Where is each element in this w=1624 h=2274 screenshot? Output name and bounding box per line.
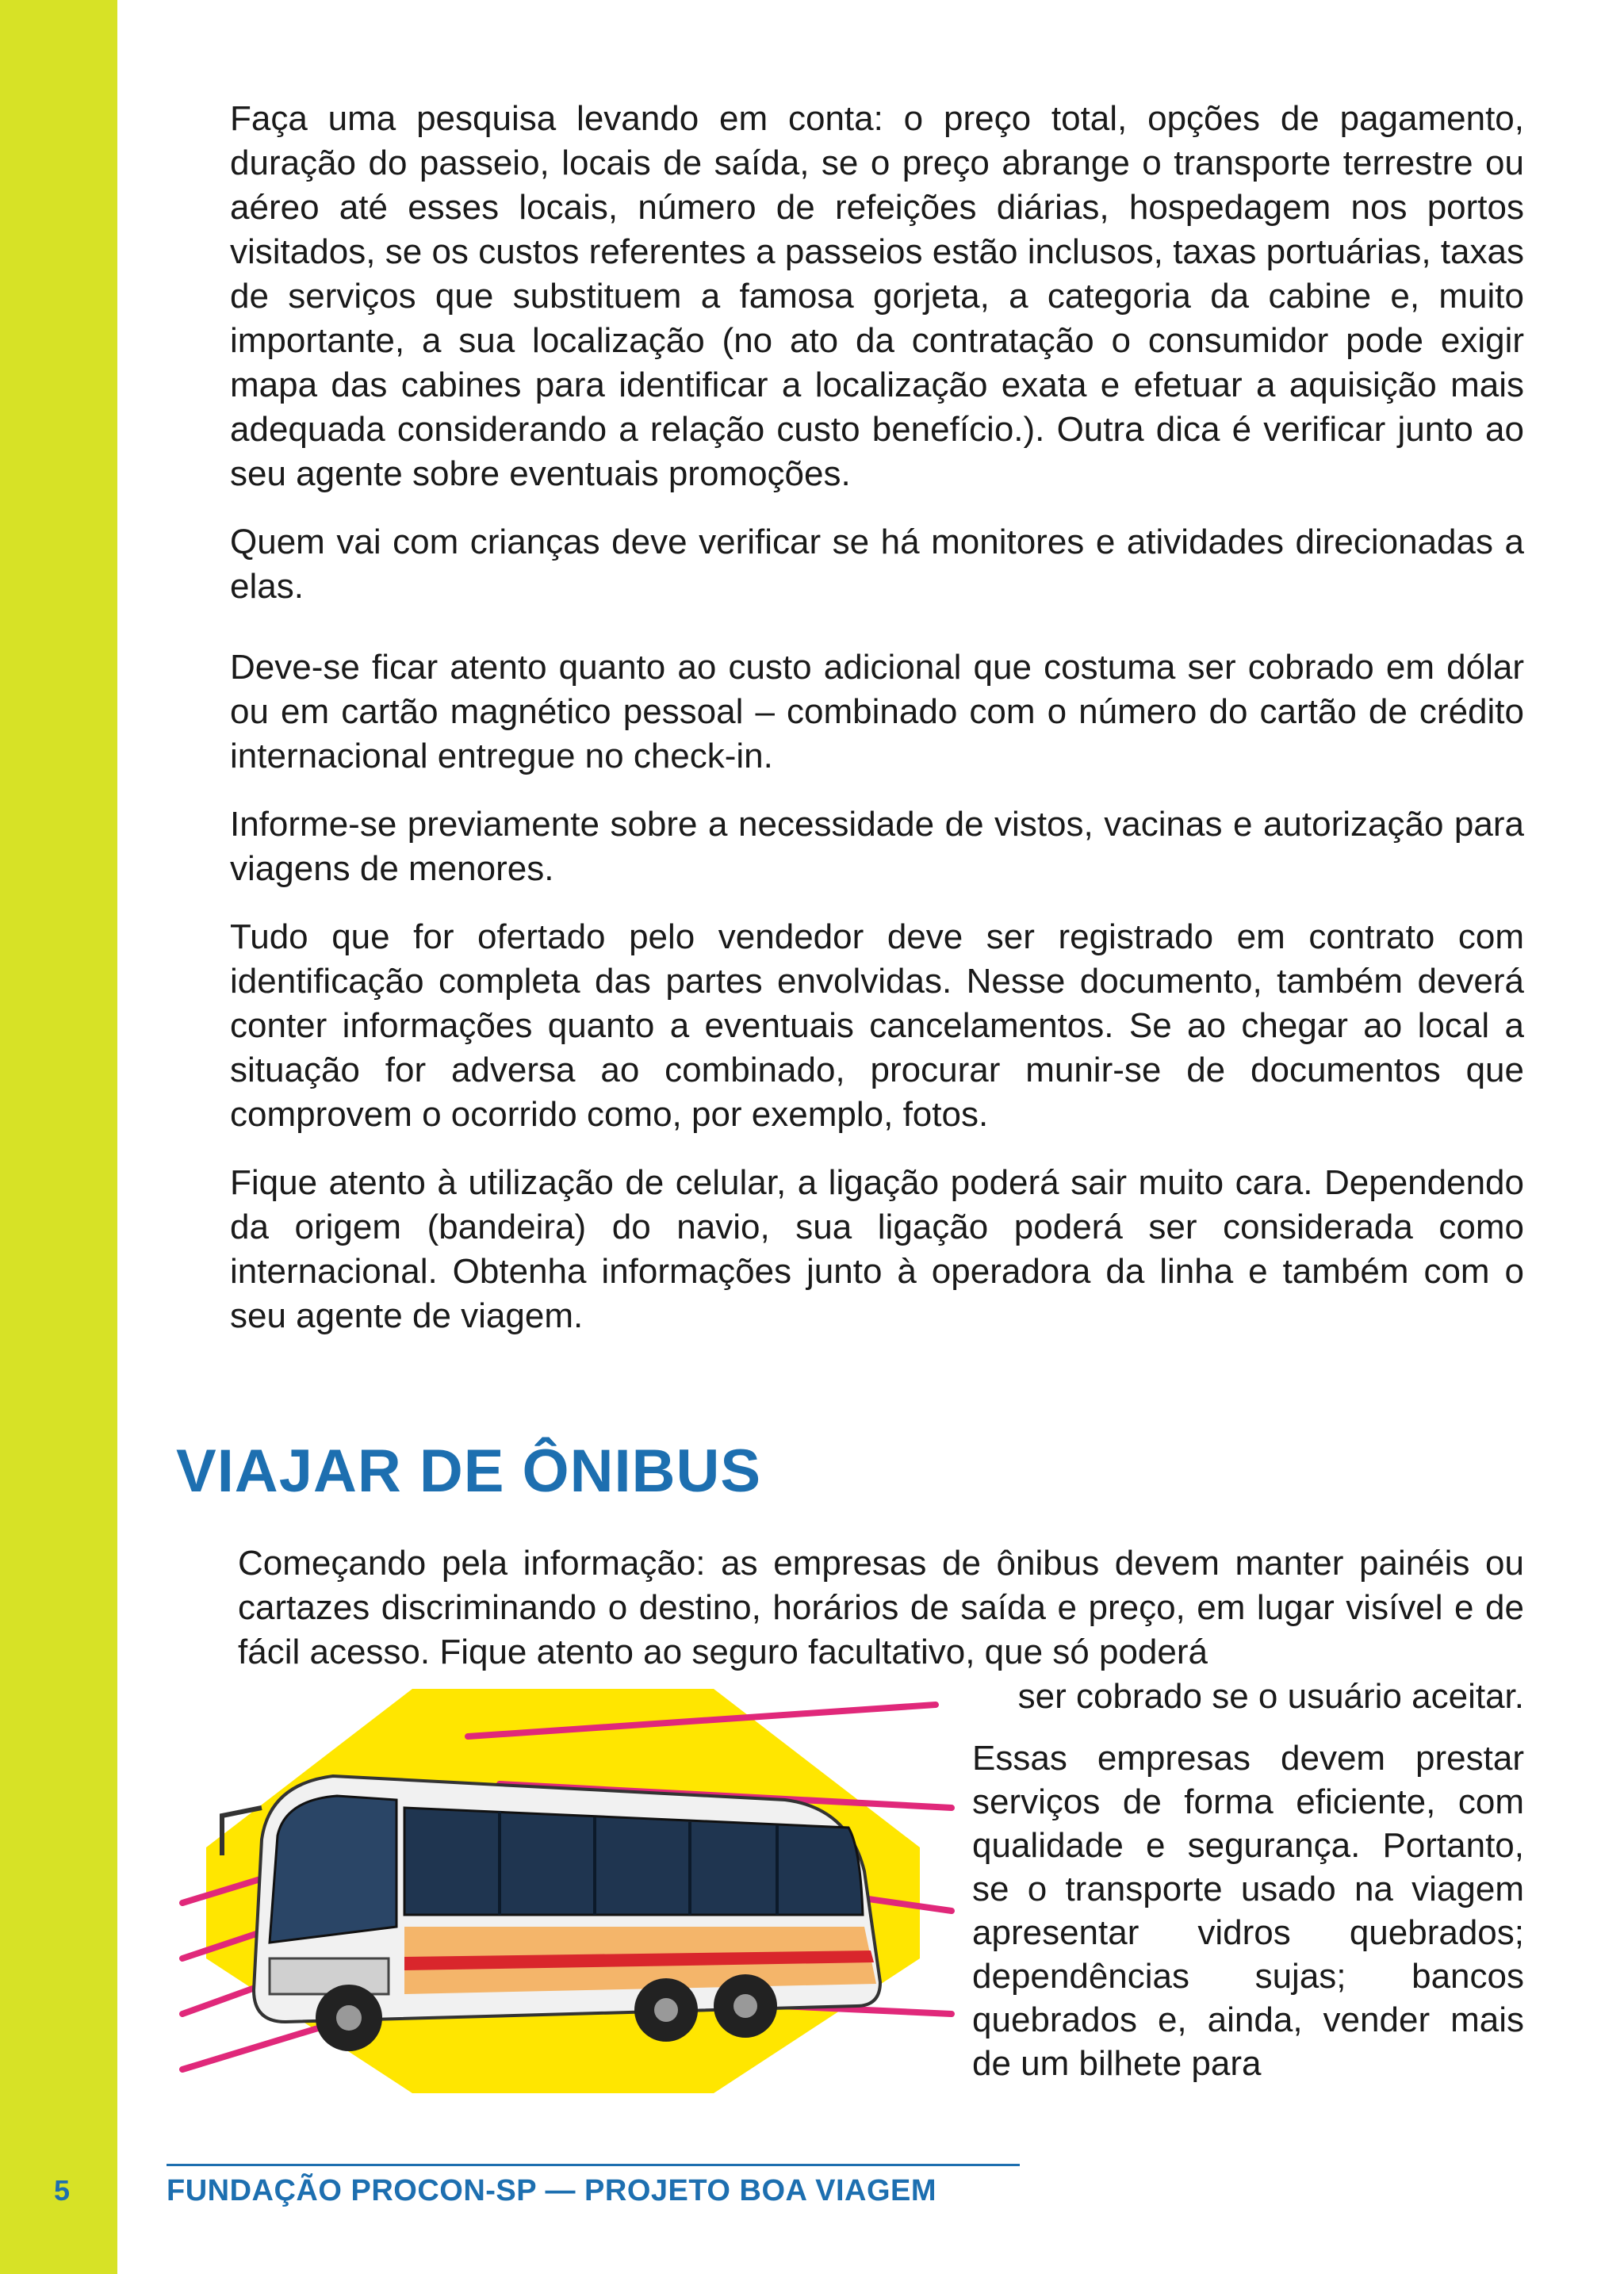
bus-illustration (167, 1689, 959, 2093)
paragraph: Quem vai com crianças deve verificar se há monitores e atividades direcionadas a elas. (230, 523, 1524, 606)
paragraph: Deve-se ficar atento quanto ao custo adicional que costuma ser cobrado em dólar ou em cartão magnético pessoal – combinado com o número do cartão de crédito internacional entregue no check-in. (230, 648, 1524, 775)
footer-title: FUNDAÇÃO PROCON-SP — PROJETO BOA VIAGEM (167, 2174, 937, 2207)
body-text (230, 97, 1524, 1362)
paragraph: Tudo que for ofertado pelo vendedor deve ser registrado em contrato com identificação completa das partes envolvidas. Nesse documento, também deverá conter informações quanto a eventuais cancelamentos. Se ao chegar ao local a situação for adversa ao combinado, procurar munir-se de documentos que comprovem o ocorrido como, por exemplo, fotos. (230, 917, 1524, 1134)
paragraph: Fique atento à utilização de celular, a ligação poderá sair muito cara. Dependendo da origem (bandeira) do navio, sua ligação poderá ser considerada como internacional. Obtenha informações junto à operadora da linha e também com o seu agente de viagem. (230, 1163, 1524, 1335)
paragraph: Informe-se previamente sobre a necessidade de vistos, vacinas e autorização para viagens de menores. (230, 805, 1524, 888)
side-color-band (0, 0, 117, 2274)
intro-text-end: ser cobrado se o usuário aceitar. (1017, 1677, 1524, 1716)
paragraph: Faça uma pesquisa levando em conta: o preço total, opções de pagamento, duração do passeio, locais de saída, se o preço abrange o transporte terrestre ou aéreo até esses locais, número de refeições diárias, hospedagem nos portos visitados, se os custos referentes a passeios estão inclusos, taxas portuárias, taxas de serviços que substituem a famosa gorjeta, a categoria da cabine e, muito importante, a sua localização (no ato da contratação o consumidor pode exigir mapa das cabines para identificar a localização exata e efetuar a aquisição mais adequada considerando a relação custo benefício.). Outra dica é verificar junto ao seu agente sobre eventuais promoções. (230, 99, 1524, 493)
page-number: 5 (54, 2174, 71, 2207)
bus-icon (167, 1689, 959, 2093)
footer-divider (167, 2164, 1020, 2166)
intro-text: Começando pela informação: as empresas de ônibus devem manter painéis ou cartazes discriminando o destino, horários de saída e preço, em lugar visível e de fácil acesso. Fique atento ao seguro facultativo, que só poderá (238, 1544, 1524, 1671)
section-side-text: Essas empresas devem prestar serviços de forma eficiente, com qualidade e segurança. Portanto, se o transporte usado na viagem apresentar vidros quebrados; dependências sujas; bancos quebrados e, ainda, vender mais de um bilhete para (972, 1739, 1524, 2083)
section-title: VIAJAR DE ÔNIBUS (176, 1438, 762, 1505)
